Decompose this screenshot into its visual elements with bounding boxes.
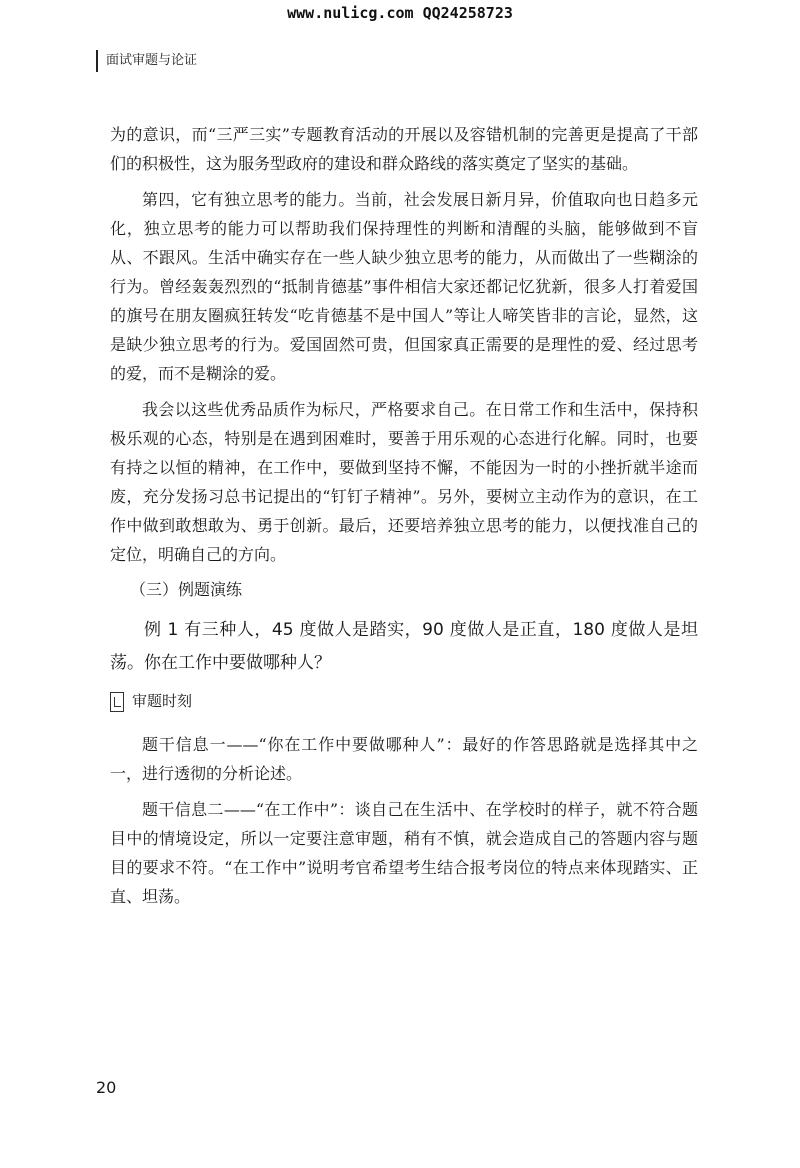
note-icon: [110, 692, 124, 712]
analysis-paragraph: 题干信息一——“你在工作中要做哪种人”：最好的作答思路就是选择其中之一，进行透彻的分析论述。: [110, 735, 698, 783]
page-body: [110, 120, 698, 918]
paragraph: 第四，它有独立思考的能力。当前，社会发展日新月异，价值取向也日趋多元化，独立思考的能力可以帮助我们保持理性的判断和清醒的头脑，能够做到不盲从、不跟风。生活中确实存在一些人缺少独立思考的能力，从而做出了一些糊涂的行为。曾经轰轰烈烈的“抵制肯德基”事件相信大家还都记忆犹新，很多人打着爱国的旗号在朋友圈疯狂转发“吃肯德基不是中国人”等让人啼笑皆非的言论，显然，这是缺少独立思考的行为。爱国固然可贵，但国家真正需要的是理性的爱、经过思考的爱，而不是糊涂的爱。: [110, 190, 698, 383]
sub-heading: （三）例题演练: [130, 580, 243, 599]
example-question: 例 1 有三种人，45 度做人是踏实，90 度做人是正直，180 度做人是坦荡。你在工作中要做哪种人？: [110, 620, 698, 673]
section-title-text: 审题时刻: [132, 692, 193, 710]
watermark: www.nulicg.com QQ24258723: [287, 4, 513, 22]
running-header: [96, 50, 197, 72]
paragraph-continued: 为的意识，而“三严三实”专题教育活动的开展以及容错机制的完善更是提高了干部们的积极性，这为服务型政府的建设和群众路线的落实奠定了坚实的基础。: [110, 125, 698, 173]
page-number: 20: [96, 1078, 117, 1097]
paragraph: 我会以这些优秀品质作为标尺，严格要求自己。在日常工作和生活中，保持积极乐观的心态，特别是在遇到困难时，要善于用乐观的心态进行化解。同时，也要有持之以恒的精神，在工作中，要做到坚持不懈，不能因为一时的小挫折就半途而废，充分发扬习总书记提出的“钉钉子精神”。另外，要树立主动作为的意识，在工作中做到敢想敢为、勇于创新。最后，还要培养独立思考的能力，以便找准自己的定位，明确自己的方向。: [110, 400, 698, 564]
analysis-paragraph: 题干信息二——“在工作中”：谈自己在生活中、在学校时的样子，就不符合题目中的情境设定，所以一定要注意审题，稍有不慎，就会造成自己的答题内容与题目的要求不符。“在工作中”说明考官希望考生结合报考岗位的特点来体现踏实、正直、坦荡。: [110, 800, 698, 906]
section-title: [110, 687, 698, 716]
header-title: 面试审题与论证: [106, 53, 198, 68]
